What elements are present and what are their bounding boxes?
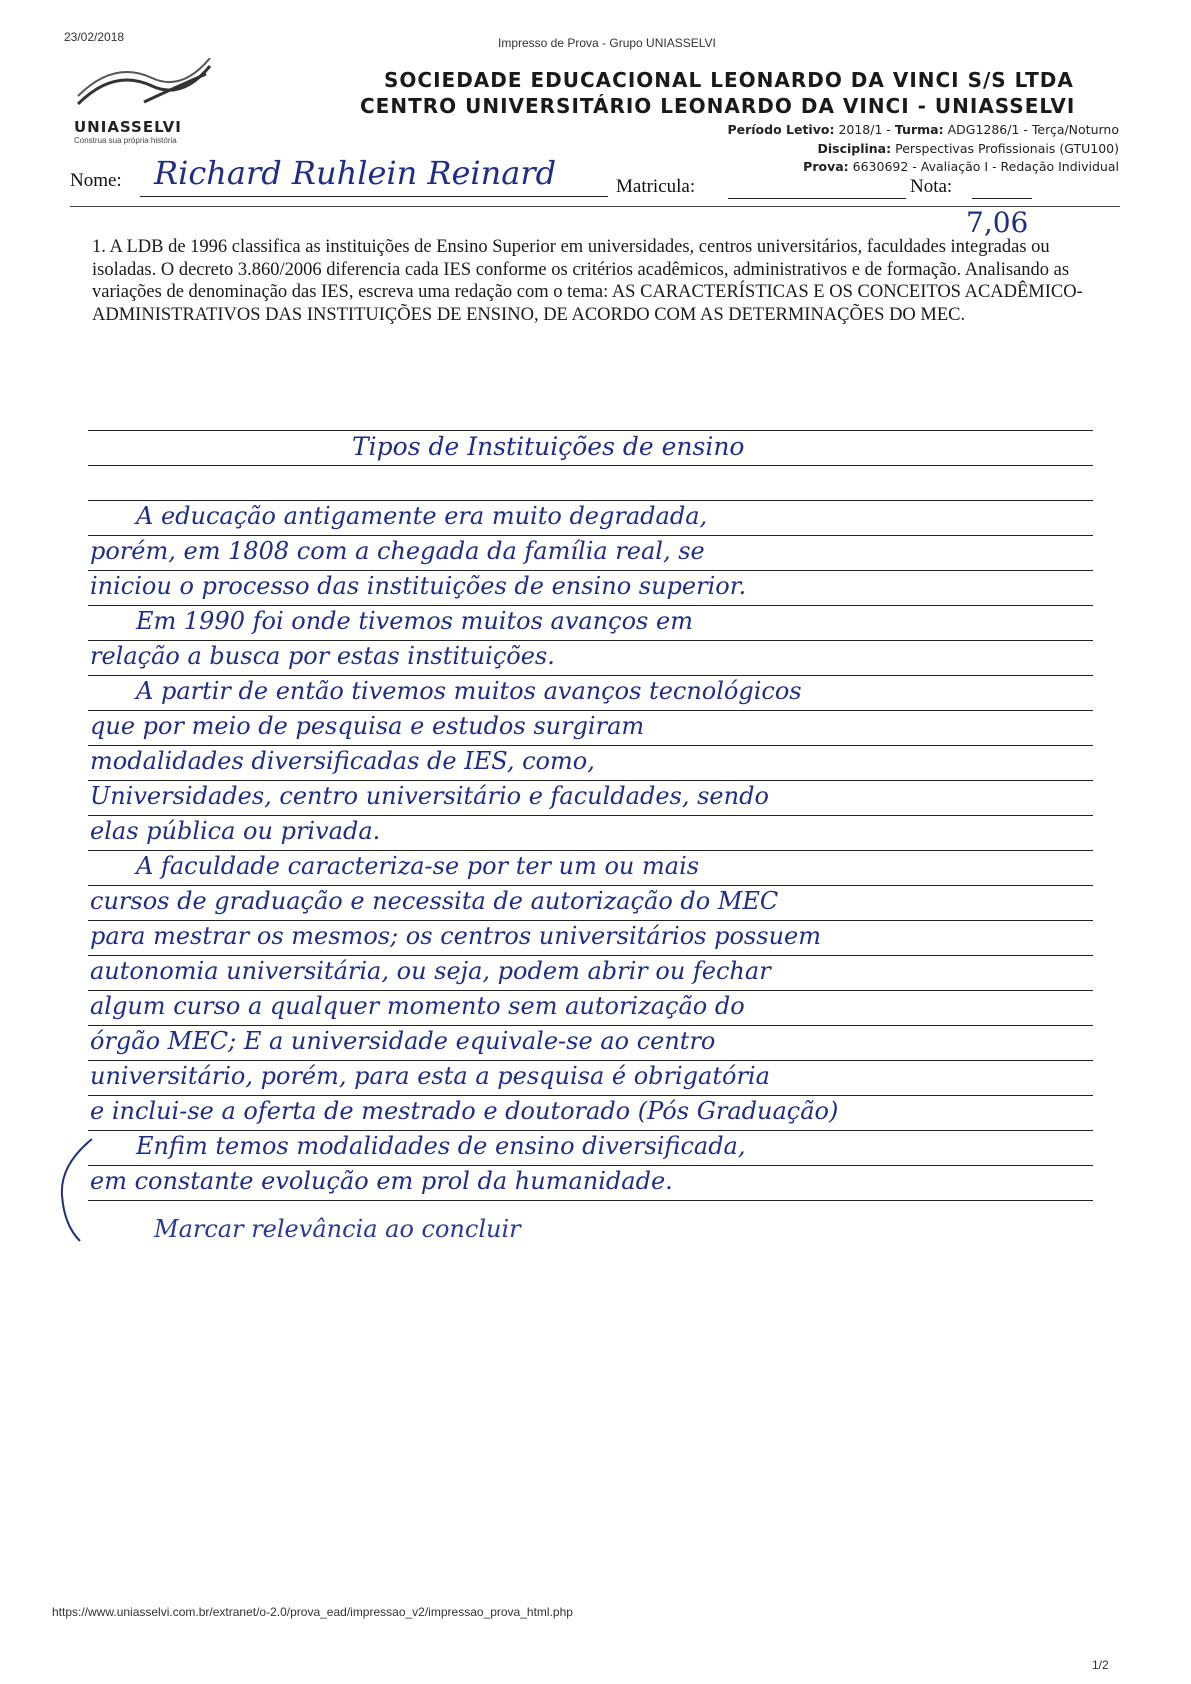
ruled-line xyxy=(88,465,1093,466)
print-title: Impresso de Prova - Grupo UNIASSELVI xyxy=(498,36,716,50)
ruled-line xyxy=(88,745,1093,746)
ruled-line xyxy=(88,780,1093,781)
test-value: 6630692 - Avaliação I - Redação Individual xyxy=(852,159,1119,174)
period-label: Período Letivo: xyxy=(727,122,835,137)
ruled-line xyxy=(88,1200,1093,1201)
ruled-line xyxy=(88,815,1093,816)
grade-label: Nota: xyxy=(910,176,953,197)
essay-line: órgão MEC; E a universidade equivale-se ao centro xyxy=(90,1027,716,1055)
essay-title: Tipos de Instituições de ensino xyxy=(352,432,745,461)
student-name: Richard Ruhlein Reinard xyxy=(154,154,557,192)
essay-line: A partir de então tivemos muitos avanços tecnológicos xyxy=(136,677,802,705)
ruled-line xyxy=(88,955,1093,956)
print-date: 23/02/2018 xyxy=(64,30,125,44)
matricula-underline xyxy=(728,198,906,199)
essay-line: Universidades, centro universitário e faculdades, sendo xyxy=(90,782,769,810)
essay-line: elas pública ou privada. xyxy=(90,817,381,845)
ruled-line xyxy=(88,850,1093,851)
essay-line: Enfim temos modalidades de ensino diversificada, xyxy=(136,1132,746,1160)
essay-line: e inclui-se a oferta de mestrado e doutorado (Pós Graduação) xyxy=(90,1097,839,1125)
ruled-line xyxy=(88,920,1093,921)
class-label: Turma: xyxy=(894,122,944,137)
institution-line-2: CENTRO UNIVERSITÁRIO LEONARDO DA VINCI - UNIASSELVI xyxy=(360,94,1076,118)
essay-line: autonomia universitária, ou seja, podem abrir ou fechar xyxy=(90,957,771,985)
matricula-label: Matricula: xyxy=(616,176,696,197)
logo-tagline: Construa sua própria história xyxy=(74,136,177,145)
ruled-line xyxy=(88,1060,1093,1061)
ruled-line xyxy=(88,675,1093,676)
ruled-line xyxy=(88,1025,1093,1026)
essay-line: iniciou o processo das instituições de ensino superior. xyxy=(90,572,747,600)
essay-line: Em 1990 foi onde tivemos muitos avanços em xyxy=(136,607,693,635)
period-value: 2018/1 xyxy=(838,122,883,137)
teacher-comment: Marcar relevância ao concluir xyxy=(154,1215,521,1243)
essay-line: universitário, porém, para esta a pesquisa é obrigatória xyxy=(90,1062,770,1090)
header-separator xyxy=(70,206,1120,207)
institution-line-1: SOCIEDADE EDUCACIONAL LEONARDO DA VINCI S/S LTDA xyxy=(384,68,1074,92)
name-underline xyxy=(140,196,608,197)
logo-wordmark: UNIASSELVI xyxy=(74,118,182,136)
logo-swoosh-icon xyxy=(74,58,214,114)
essay-line: em constante evolução em prol da humanidade. xyxy=(90,1167,673,1195)
ruled-line xyxy=(88,885,1093,886)
discipline-value: Perspectivas Profissionais (GTU100) xyxy=(895,141,1119,156)
correction-bracket-icon xyxy=(50,1135,100,1245)
test-label: Prova: xyxy=(803,159,849,174)
class-value: ADG1286/1 - Terça/Noturno xyxy=(947,122,1119,137)
ruled-line xyxy=(88,710,1093,711)
ruled-line xyxy=(88,1095,1093,1096)
essay-line: A educação antigamente era muito degradada, xyxy=(136,502,708,530)
uniasselvi-logo xyxy=(74,58,214,148)
essay-line: algum curso a qualquer momento sem autorização do xyxy=(90,992,745,1020)
essay-line: relação a busca por estas instituições. xyxy=(90,642,555,670)
essay-line: porém, em 1808 com a chegada da família real, se xyxy=(90,537,705,565)
exam-discipline-row xyxy=(817,141,1119,156)
exam-period-row: Período Letivo: 2018/1 - Turma: ADG1286/1 - Terça/Noturno xyxy=(727,122,1119,137)
footer-url: https://www.uniasselvi.com.br/extranet/o-2.0/prova_ead/impressao_v2/impressao_prova_html.php xyxy=(52,1605,573,1619)
page-number: 1/2 xyxy=(1092,1658,1109,1672)
ruled-line xyxy=(88,430,1093,431)
ruled-line xyxy=(88,1130,1093,1131)
ruled-line xyxy=(88,570,1093,571)
ruled-line xyxy=(88,535,1093,536)
exam-test-row xyxy=(803,159,1119,174)
ruled-line xyxy=(88,1165,1093,1166)
ruled-line xyxy=(88,500,1093,501)
essay-line: modalidades diversificadas de IES, como, xyxy=(90,747,595,775)
discipline-label: Disciplina: xyxy=(817,141,892,156)
essay-line: que por meio de pesquisa e estudos surgiram xyxy=(90,712,645,740)
grade-underline xyxy=(972,198,1032,199)
name-label: Nome: xyxy=(70,170,122,191)
ruled-line xyxy=(88,640,1093,641)
essay-line: cursos de graduação e necessita de autorização do MEC xyxy=(90,887,779,915)
ruled-line xyxy=(88,605,1093,606)
essay-line: A faculdade caracteriza-se por ter um ou mais xyxy=(136,852,700,880)
handwritten-grade: 7,06 xyxy=(966,206,1029,239)
ruled-line xyxy=(88,990,1093,991)
essay-line: para mestrar os mesmos; os centros universitários possuem xyxy=(90,922,821,950)
question-text: 1. A LDB de 1996 classifica as instituições de Ensino Superior em universidades, centros universitários, faculdades integradas ou isoladas. O decreto 3.860/2006 diferencia cada IES conforme os critérios acadêmicos, administrativos e de formação. Analisando as variações de denominação das IES, escreva uma redação com o tema: AS CARACTERÍSTICAS E OS CONCEITOS ACADÊMICO-ADMINISTRATIVOS DAS INSTITUIÇÕES DE ENSINO, DE ACORDO COM AS DETERMINAÇÕES DO MEC. xyxy=(92,237,1083,325)
